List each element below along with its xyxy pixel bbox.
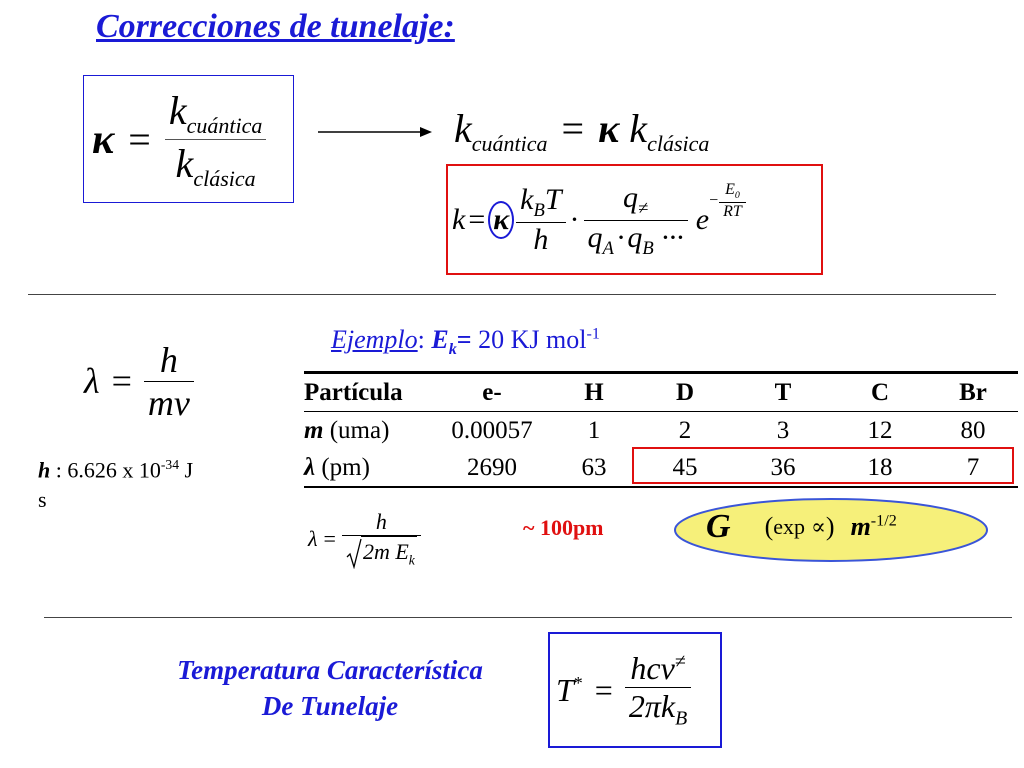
table-cell: 2 (678, 416, 692, 444)
example-label: Ejemplo (331, 325, 418, 354)
table-header: C (870, 378, 890, 406)
table-cell: 18 (867, 453, 893, 481)
table-cell: 80 (960, 416, 986, 444)
table-cell: 12 (867, 416, 893, 444)
kappa-fraction (165, 87, 267, 192)
page-title: Correcciones de tunelaje: (96, 8, 455, 45)
temperature-label: Temperatura Característica De Tunelaje (177, 655, 483, 721)
rate-equation: k = κ $\frac{k_BT}{h}$ · $\frac{q_\ne}{q_A \cdot q_B \cdot\cdot\cdot}$ e − $\frac{E_0}{RT}$ (452, 172, 746, 268)
row-label: λ (pm) (304, 453, 370, 481)
kappa-symbol: κ (598, 106, 620, 151)
sub-quantum: cuántica (186, 113, 263, 138)
k-quantum: k (168, 88, 187, 133)
divider (44, 617, 1012, 618)
arrow-icon (316, 125, 434, 139)
exponent: − $\frac{E_0}{RT}$ (709, 181, 746, 220)
table-cell: 3 (776, 416, 790, 444)
debroglie-equation: λ = $\frac{h}{m\nu}$ (84, 336, 194, 426)
table-cell: 7 (966, 453, 980, 481)
sub-classical: clásica (193, 166, 256, 191)
divider (28, 294, 996, 295)
kappa-definition (92, 82, 266, 197)
highlight-box (632, 447, 1014, 484)
planck-constant: h : 6.626 x $10^{-34}$ J s (38, 457, 194, 513)
table-cell: 1 (587, 416, 601, 444)
tstar-equation: T * = $\frac{hc\nu^\ne}{2\pi k_B}$ (556, 638, 691, 742)
equals-sign: = (128, 117, 151, 162)
example-line: Ejemplo: $E_k= 20$ KJ mol$^{-1}$ (331, 325, 600, 359)
table-header: T (774, 378, 792, 406)
table-bottom-rule (304, 486, 1018, 488)
table-header: D (675, 378, 695, 406)
table-cell: 0.00057 (451, 416, 533, 444)
kquantum-equation: $k_{cuántica} = \kappa$ $k_{clásica}$ (454, 106, 710, 156)
row-label: m (uma) (304, 416, 390, 444)
sqrt-icon (346, 537, 362, 569)
table-cell: 2690 (467, 453, 517, 481)
table-cell: 36 (770, 453, 796, 481)
table-header: H (584, 378, 604, 406)
k-classical: k (175, 141, 194, 186)
table-row (304, 412, 1018, 450)
lambda-ek-equation: λ = $\frac{h}{2m E_k}$ (308, 500, 421, 578)
table-cell: 63 (581, 453, 607, 481)
table-header: Br (959, 378, 987, 406)
sqrt-expression: 2m $E_k$ (342, 536, 421, 568)
table-header-row (304, 374, 1018, 412)
g-proportionality: G ( exp ∝ ) $m^{-1/2}$ (706, 508, 897, 545)
table-cell: 45 (672, 453, 698, 481)
table-header: e- (482, 378, 502, 406)
kappa-symbol: κ (92, 116, 115, 163)
kappa-circle: κ (488, 201, 514, 239)
table-header: Partícula (304, 378, 403, 406)
approx-value: ~ 100pm (523, 515, 604, 540)
